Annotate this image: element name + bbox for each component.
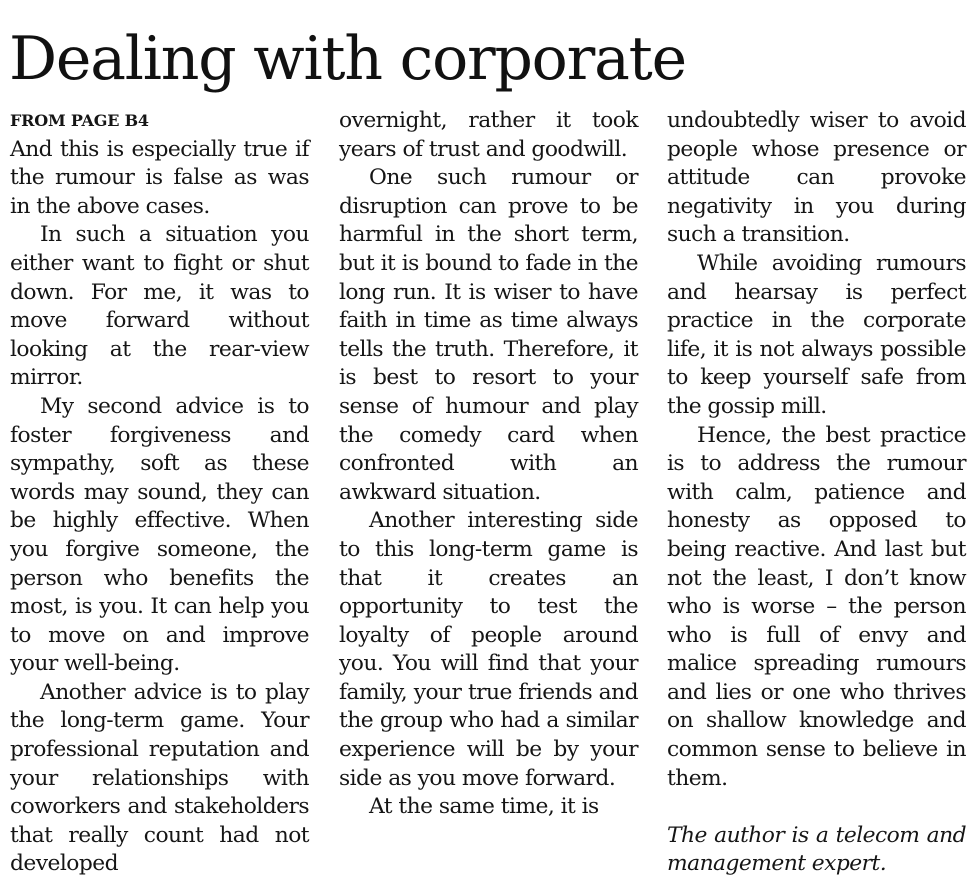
article-column-2 (339, 107, 638, 822)
paragraph: Another advice is to play the long-term game. Your professional reputation and your relationships with coworkers and stakeholders that really count had not developed (10, 679, 309, 877)
article-column-3 (667, 107, 966, 879)
paragraph: While avoiding rumours and hearsay is perfect practice in the corporate life, it is not always possible to keep yourself safe from the gossip mill. (667, 250, 966, 419)
paragraph: overnight, rather it took years of trust and goodwill. (339, 108, 638, 162)
paragraph: One such rumour or disruption can prove to be harmful in the short term, but it is bound to fade in the long run. It is wiser to have faith in time as time always tells the truth. Therefore, it is best to resort to your sense of humour and play the comedy card when confronted with an awkward situation. (339, 165, 638, 505)
paragraph: undoubtedly wiser to avoid people whose presence or attitude can provoke negativity in you during such a transition. (667, 108, 966, 248)
continued-from-label: FROM PAGE B4 (10, 111, 149, 130)
paragraph: Hence, the best practice is to address the rumour with calm, patience and honesty as opposed to being reactive. And last but not the least, I don’t know who is worse – the person who is full of envy and malice spreading rumours and lies or one who thrives on shallow knowledge and common sense to believe in them. (667, 422, 966, 791)
paragraph: In such a situation you either want to fight or shut down. For me, it was to move forward without looking at the rear-view mirror. (10, 222, 309, 391)
article-column-1 (10, 107, 309, 879)
paragraph: At the same time, it is (369, 794, 599, 820)
article-headline: Dealing with corporate (9, 24, 686, 94)
paragraph: My second advice is to foster forgiveness and sympathy, soft as these words may sound, they can be highly effective. When you forgive someone, the person who benefits the most, is you. It can help you to move on and improve your well-being. (10, 393, 309, 677)
paragraph: And this is especially true if the rumour is false as was in the above cases. (10, 136, 309, 219)
paragraph: Another interesting side to this long-term game is that it creates an opportunity to test the loyalty of people around you. You will find that your family, your true friends and the group who had a similar experience will be by your side as you move forward. (339, 508, 638, 791)
author-bio: The author is a telecom and management expert. (667, 822, 966, 877)
